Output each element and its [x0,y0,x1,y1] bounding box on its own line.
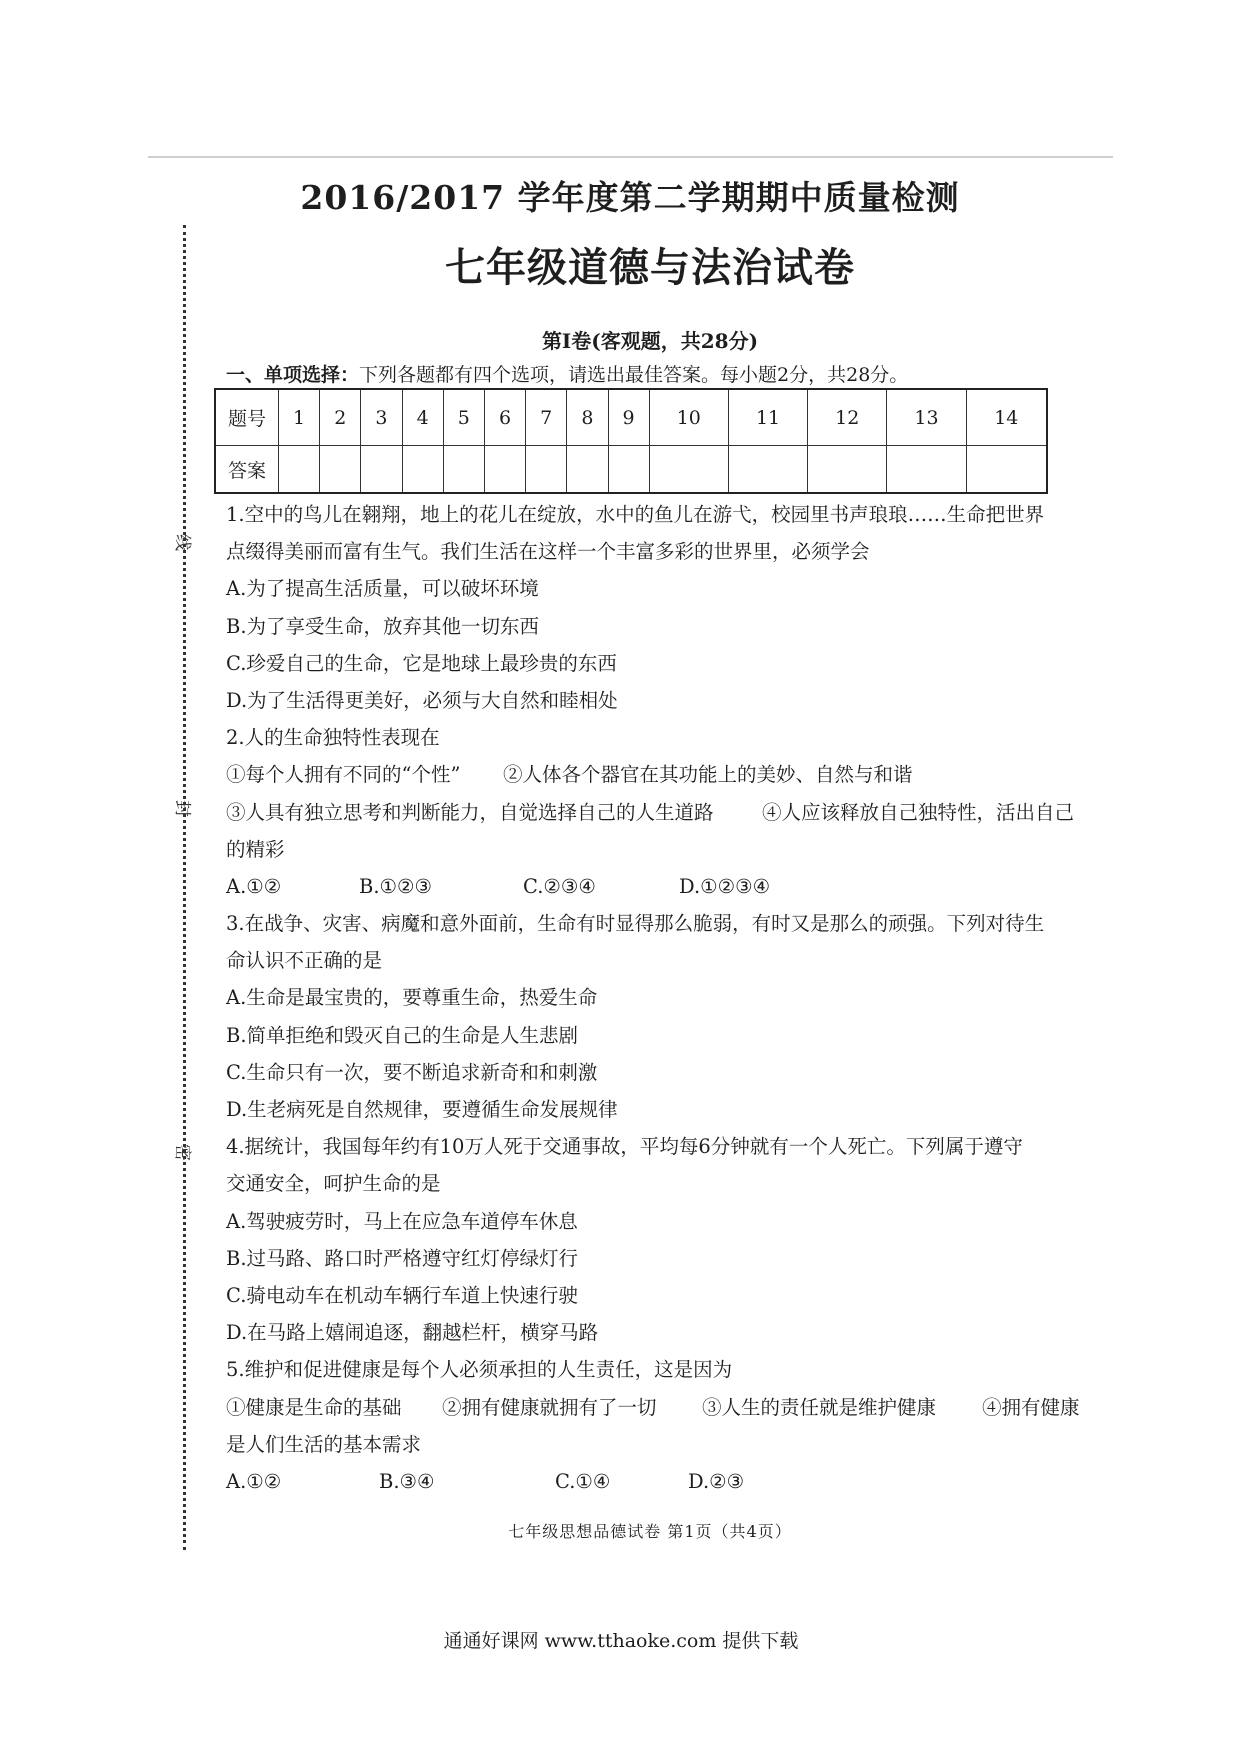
answer-cell[interactable] [320,446,361,494]
number-cell: 10 [649,389,728,446]
answer-cell[interactable] [728,446,807,494]
q2-item-4: ④人应该释放自己独特性，活出自己 [762,800,1075,824]
q5-option-a: A.①② [226,1469,282,1493]
q2-item-4-cont: 的精彩 [226,837,285,861]
q2-option-c: C.②③④ [523,874,596,898]
part-heading: 第Ⅰ卷(客观题，共28分) [541,329,759,353]
q2-item-2: ②人体各个器官在其功能上的美妙、自然与和谐 [503,763,913,787]
answer-cell[interactable] [484,446,525,494]
q5-item-3: ③人生的责任就是维护健康 [702,1395,937,1419]
section-instruction [226,360,908,387]
number-cell: 7 [526,389,567,446]
answer-cell[interactable] [649,446,728,494]
q2-option-d: D.①②③④ [679,874,771,898]
top-rule [148,156,1113,158]
binding-dotted-line [183,225,186,1550]
q2-options [226,868,1106,905]
q2-item-3: ③人具有独立思考和判断能力，自觉选择自己的人生道路 [226,800,714,824]
q5-item-4-cont: 是人们生活的基本需求 [226,1432,422,1456]
q5-option-b: B.③④ [379,1469,435,1493]
q3-stem-cont: 命认识不正确的是 [226,949,383,973]
answer-cell[interactable] [443,446,484,494]
answer-cell[interactable] [808,446,887,494]
q1-option-a: A.为了提高生活质量，可以破坏环境 [226,577,539,601]
q1-stem-cont: 点缀得美丽而富有生气。我们生活在这样一个丰富多彩的世界里，必须学会 [226,540,870,564]
q4-option-a: A.驾驶疲劳时，马上在应急车道停车休息 [226,1209,578,1233]
q5-item-1: ①健康是生命的基础 [226,1395,402,1419]
q3-option-b: B.简单拒绝和毁灭自己的生命是人生悲剧 [226,1023,579,1047]
q4-stem: 4.据统计，我国每年约有10万人死于交通事故，平均每6分钟就有一个人死亡。下列属于遵守 [226,1135,1023,1159]
answer-cell[interactable] [526,446,567,494]
binding-label-xian: 线 [172,534,192,551]
answer-cell[interactable] [361,446,402,494]
q2-items-row2 [226,794,1106,831]
q5-option-c: C.①④ [555,1469,611,1493]
questions [226,496,1106,1500]
number-cell: 6 [484,389,525,446]
answer-table [214,388,1048,494]
number-cell: 1 [279,389,320,446]
answer-cell[interactable] [402,446,443,494]
question-number-row [215,389,1047,446]
number-cell: 8 [567,389,608,446]
page-footer: 七年级思想品德试卷 第1页（共4页） [508,1522,792,1541]
q5-item-2: ②拥有健康就拥有了一切 [442,1395,657,1419]
download-credit: 通通好课网 www.tthaoke.com 提供下载 [443,1630,799,1652]
section-head: 一、单项选择： [226,364,360,386]
answer-row [215,446,1047,494]
q5-item-4: ④拥有健康 [982,1395,1080,1419]
answer-cell[interactable] [279,446,320,494]
q3-option-a: A.生命是最宝贵的，要尊重生命，热爱生命 [226,986,598,1010]
number-cell: 11 [728,389,807,446]
q2-stem: 2.人的生命独特性表现在 [226,726,440,750]
q1-stem: 1.空中的鸟儿在翱翔，地上的花儿在绽放，水中的鱼儿在游弋，校园里书声琅琅……生命把世界 [226,503,1045,526]
q2-items-row1 [226,756,1106,793]
row-label: 题号 [215,389,279,446]
binding-label-mi: 密 [172,1144,192,1161]
q1-option-b: B.为了享受生命，放弃其他一切东西 [226,614,540,638]
answer-cell[interactable] [966,446,1047,494]
binding-label-feng: 封 [172,800,192,817]
q4-stem-cont: 交通安全，呵护生命的是 [226,1172,441,1196]
number-cell: 13 [887,389,966,446]
answer-cell[interactable] [567,446,608,494]
number-cell: 2 [320,389,361,446]
q3-option-c: C.生命只有一次，要不断追求新奇和和刺激 [226,1060,598,1084]
q3-stem: 3.在战争、灾害、病魔和意外面前，生命有时显得那么脆弱，有时又是那么的顽强。下列对待生 [226,912,1045,936]
row-label: 答案 [215,446,279,494]
q4-option-b: B.过马路、路口时严格遵守红灯停绿灯行 [226,1246,579,1270]
answer-cell[interactable] [608,446,649,494]
exam-subtitle: 七年级道德与法治试卷 [445,244,855,291]
q2-option-a: A.①② [226,874,282,898]
number-cell: 9 [608,389,649,446]
number-cell: 12 [808,389,887,446]
number-cell: 4 [402,389,443,446]
q5-stem: 5.维护和促进健康是每个人必须承担的人生责任，这是因为 [226,1358,733,1382]
q5-options [226,1463,1106,1500]
number-cell: 14 [966,389,1047,446]
q3-option-d: D.生老病死是自然规律，要遵循生命发展规律 [226,1098,618,1121]
q4-option-c: C.骑电动车在机动车辆行车道上快速行驶 [226,1283,578,1307]
q2-option-b: B.①②③ [359,874,432,898]
q1-option-c: C.珍爱自己的生命，它是地球上最珍贵的东西 [226,651,617,675]
section-body: 下列各题都有四个选项，请选出最佳答案。每小题2分，共28分。 [359,364,909,386]
answer-cell[interactable] [887,446,966,494]
q5-items-row [226,1389,1106,1426]
number-cell: 5 [443,389,484,446]
q1-option-d: D.为了生活得更美好，必须与大自然和睦相处 [226,688,618,712]
exam-title: 2016/2017 学年度第二学期期中质量检测 [300,178,960,217]
q2-item-1: ①每个人拥有不同的“个性” [226,763,461,787]
q4-option-d: D.在马路上嬉闹追逐，翻越栏杆，横穿马路 [226,1321,599,1345]
q5-option-d: D.②③ [688,1469,745,1493]
number-cell: 3 [361,389,402,446]
